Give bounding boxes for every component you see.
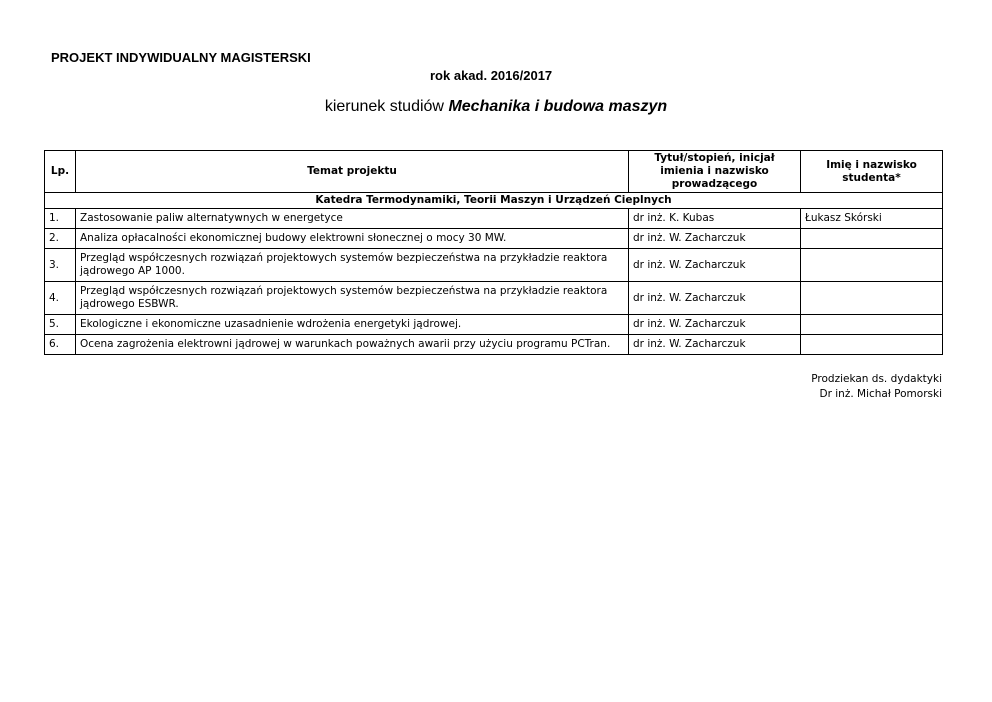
table-row: [45, 229, 943, 249]
row-topic: Analiza opłacalności ekonomicznej budowy elektrowni słonecznej o mocy 30 MW.: [76, 229, 629, 249]
field-of-study: [0, 98, 992, 116]
row-number: 6.: [45, 335, 76, 355]
row-topic: Zastosowanie paliw alternatywnych w energetyce: [76, 209, 629, 229]
projects-table: [44, 150, 943, 355]
row-student: [801, 249, 943, 282]
field-name: Mechanika i budowa maszyn: [448, 98, 668, 115]
table-header-row: [45, 151, 943, 193]
row-supervisor: dr inż. W. Zacharczuk: [629, 335, 801, 355]
department-row: [45, 193, 943, 209]
department-name: Katedra Termodynamiki, Teorii Maszyn i Urządzeń Cieplnych: [45, 193, 943, 209]
column-header-supervisor: Tytuł/stopień, inicjał imienia i nazwisko prowadzącego: [629, 151, 801, 193]
signatory-role: Prodziekan ds. dydaktyki: [811, 373, 942, 385]
row-supervisor: dr inż. W. Zacharczuk: [629, 249, 801, 282]
table-row: [45, 209, 943, 229]
row-topic: Przegląd współczesnych rozwiązań projektowych systemów bezpieczeństwa na przykładzie reaktora jądrowego AP 1000.: [76, 249, 629, 282]
row-number: 2.: [45, 229, 76, 249]
column-header-lp: Lp.: [45, 151, 76, 193]
row-topic: Ekologiczne i ekonomiczne uzasadnienie wdrożenia energetyki jądrowej.: [76, 315, 629, 335]
document-title: PROJEKT INDYWIDUALNY MAGISTERSKI: [51, 50, 311, 65]
row-number: 5.: [45, 315, 76, 335]
row-student: [801, 335, 943, 355]
table-row: [45, 335, 943, 355]
row-supervisor: dr inż. W. Zacharczuk: [629, 282, 801, 315]
row-student: Łukasz Skórski: [801, 209, 943, 229]
row-supervisor: dr inż. K. Kubas: [629, 209, 801, 229]
row-student: [801, 229, 943, 249]
academic-year: rok akad. 2016/2017: [430, 68, 553, 83]
signature-block: [811, 372, 942, 402]
row-topic: Przegląd współczesnych rozwiązań projektowych systemów bezpieczeństwa na przykładzie reaktora jądrowego ESBWR.: [76, 282, 629, 315]
row-number: 1.: [45, 209, 76, 229]
column-header-student: Imię i nazwisko studenta*: [801, 151, 943, 193]
field-prefix: kierunek studiów: [324, 98, 449, 115]
table-row: [45, 315, 943, 335]
table-row: [45, 249, 943, 282]
row-number: 4.: [45, 282, 76, 315]
row-supervisor: dr inż. W. Zacharczuk: [629, 229, 801, 249]
row-student: [801, 282, 943, 315]
row-supervisor: dr inż. W. Zacharczuk: [629, 315, 801, 335]
row-student: [801, 315, 943, 335]
row-number: 3.: [45, 249, 76, 282]
signatory-name: Dr inż. Michał Pomorski: [819, 388, 942, 400]
table-row: [45, 282, 943, 315]
column-header-topic: Temat projektu: [76, 151, 629, 193]
row-topic: Ocena zagrożenia elektrowni jądrowej w warunkach poważnych awarii przy użyciu programu PCTran.: [76, 335, 629, 355]
